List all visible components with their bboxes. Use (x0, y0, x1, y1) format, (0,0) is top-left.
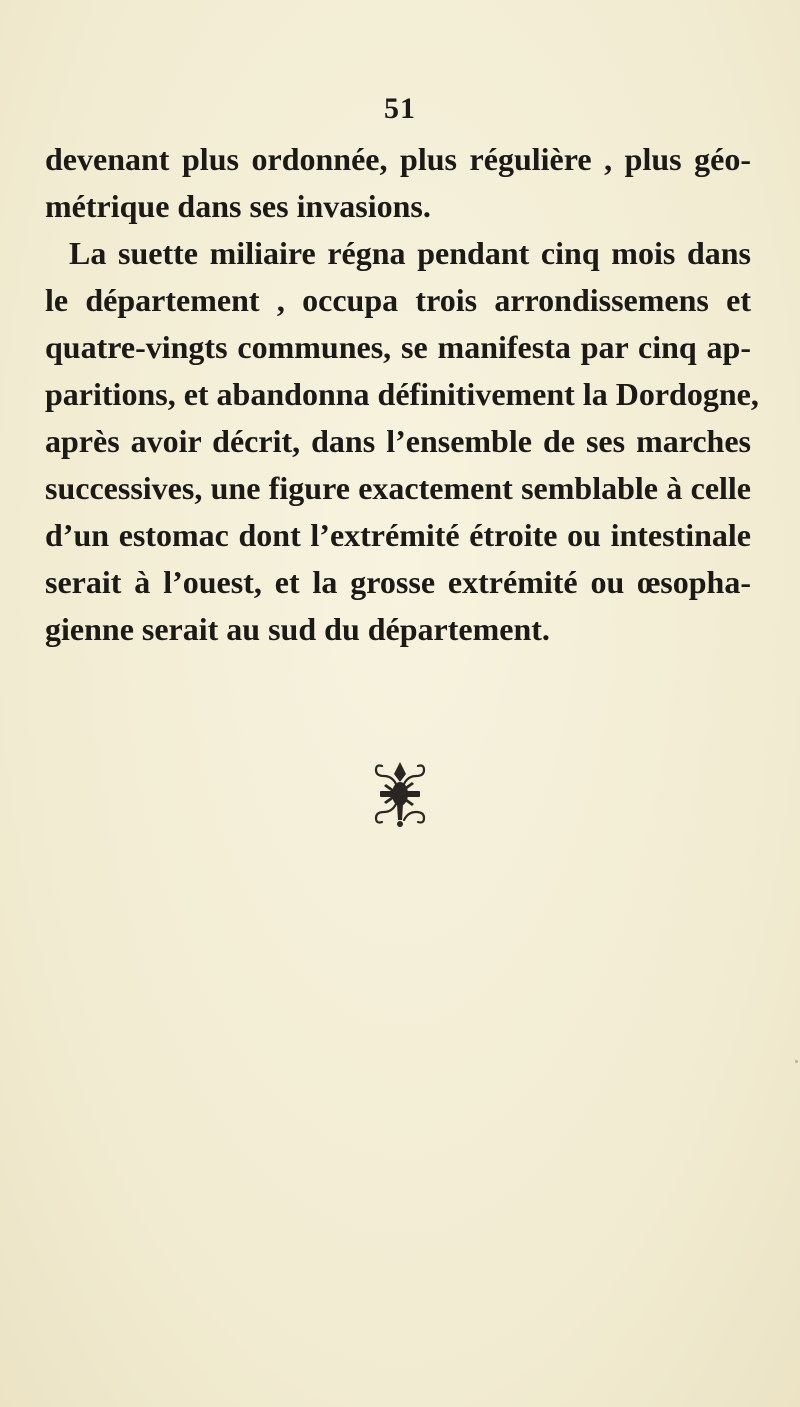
text-line: d’un estomac dont l’extrémité étroite ou intestinale (45, 517, 751, 553)
text-line: après avoir décrit, dans l’ensemble de ses marches (45, 423, 751, 459)
text-line: quatre-vingts communes, se manifesta par cinq ap- (45, 329, 751, 365)
paragraph-1 (45, 136, 751, 230)
text-line: serait à l’ouest, et la grosse extrémité ou œsopha- (45, 564, 751, 600)
text-line: successives, une figure exactement semblable à celle (45, 470, 751, 506)
body-text (45, 136, 759, 653)
text-line: gienne serait au sud du département. (45, 611, 550, 647)
fleuron-ornament-icon (368, 758, 432, 830)
text-line: La suette miliaire régna pendant cinq mois dans (69, 235, 751, 271)
text-line: le département , occupa trois arrondissemens et (45, 282, 751, 318)
page-number: 51 (384, 92, 416, 125)
text-line: paritions, et abandonna définitivement la Dordogne, (45, 376, 759, 412)
paper-speck (795, 1060, 798, 1063)
text-line: métrique dans ses invasions. (45, 188, 431, 224)
text-line: devenant plus ordonnée, plus régulière , plus géo- (45, 141, 751, 177)
paragraph-2 (45, 230, 759, 653)
